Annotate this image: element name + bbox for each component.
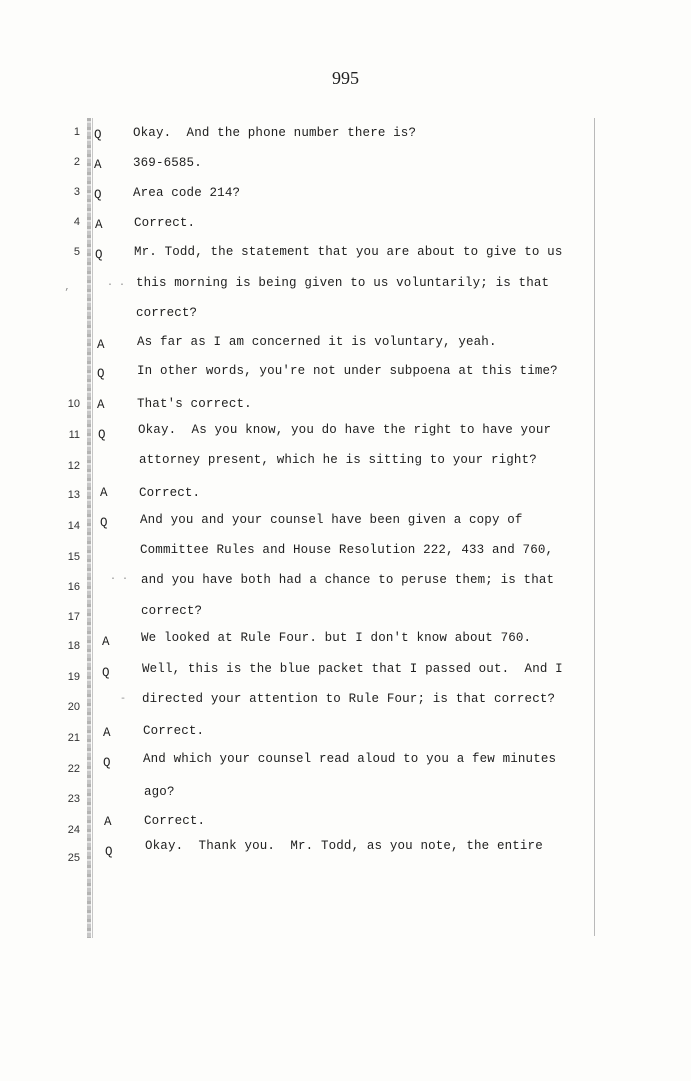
transcript-line <box>0 364 691 386</box>
speaker-label: Q <box>103 756 111 770</box>
transcript-line <box>0 423 691 445</box>
line-text: directed your attention to Rule Four; is that correct? <box>142 692 556 706</box>
transcript-line <box>0 156 691 178</box>
speaker-label: A <box>103 726 111 740</box>
line-text: attorney present, which he is sitting to your right? <box>139 453 537 467</box>
line-number: 17 <box>67 611 80 623</box>
transcript-line <box>0 724 691 746</box>
speaker-label: Q <box>94 188 102 202</box>
line-number: 24 <box>67 824 80 836</box>
transcript-line <box>0 814 691 836</box>
line-text: this morning is being given to us voluntarily; is that <box>136 276 550 290</box>
transcript-line <box>0 486 691 508</box>
line-number: 23 <box>67 793 80 805</box>
speaker-label: A <box>94 158 102 172</box>
speaker-label: A <box>97 398 105 412</box>
line-text: As far as I am concerned it is voluntary, yeah. <box>137 335 497 349</box>
transcript-line <box>0 275 691 297</box>
transcript-line <box>0 785 691 807</box>
transcript-line <box>0 306 691 328</box>
transcript-line <box>0 453 691 475</box>
scan-mark: · · <box>110 574 129 585</box>
line-number: 14 <box>67 520 80 532</box>
speaker-label: A <box>97 338 105 352</box>
line-text: That's correct. <box>137 397 252 411</box>
speaker-label: A <box>95 218 103 232</box>
line-number: 21 <box>67 732 80 744</box>
line-text: Correct. <box>144 814 206 828</box>
speaker-label: A <box>100 486 108 500</box>
speaker-label: A <box>102 635 110 649</box>
line-text: Correct. <box>134 216 196 230</box>
line-text: In other words, you're not under subpoena at this time? <box>137 364 558 378</box>
transcript-line <box>0 692 691 714</box>
line-text: Okay. Thank you. Mr. Todd, as you note, the entire <box>145 839 543 853</box>
scan-mark: ‚ <box>64 282 71 293</box>
line-number: 1 <box>73 126 80 138</box>
line-text: Committee Rules and House Resolution 222, 433 and 760, <box>140 543 554 557</box>
line-number: 16 <box>67 581 80 593</box>
line-text: ago? <box>144 785 175 799</box>
page-number: 995 <box>332 68 359 88</box>
line-text: and you have both had a chance to peruse them; is that <box>141 573 555 587</box>
transcript-line <box>0 397 691 419</box>
transcript-line <box>0 216 691 238</box>
transcript-line <box>0 631 691 653</box>
transcript-line <box>0 335 691 357</box>
transcript-line <box>0 604 691 626</box>
transcript-line <box>0 543 691 565</box>
line-number: 5 <box>73 246 80 258</box>
line-number: 18 <box>67 640 80 652</box>
transcript-line <box>0 839 691 864</box>
speaker-label: Q <box>100 516 108 530</box>
speaker-label: Q <box>97 367 105 381</box>
scan-mark: - <box>120 694 127 705</box>
line-number: 15 <box>67 551 80 563</box>
scan-mark: . . <box>107 278 126 289</box>
line-text: We looked at Rule Four. but I don't know about 760. <box>141 631 532 645</box>
line-text: And you and your counsel have been given a copy of <box>140 513 523 527</box>
line-number: 25 <box>67 852 80 864</box>
speaker-label: Q <box>98 428 106 442</box>
line-number: 10 <box>67 398 80 410</box>
line-text: Okay. And the phone number there is? <box>133 126 417 140</box>
transcript-line <box>0 245 691 267</box>
line-number: 13 <box>67 489 80 501</box>
line-text: Area code 214? <box>133 186 241 200</box>
transcript-line <box>0 662 691 684</box>
line-number: 3 <box>73 186 80 198</box>
line-text: Well, this is the blue packet that I passed out. And I <box>142 662 563 676</box>
line-text: Correct. <box>143 724 205 738</box>
transcript-line <box>0 752 691 774</box>
speaker-label: Q <box>94 128 102 142</box>
line-number: 2 <box>73 156 80 168</box>
line-text: Correct. <box>139 486 201 500</box>
speaker-label: A <box>104 815 112 829</box>
transcript-line <box>0 126 691 148</box>
transcript-line <box>0 573 691 595</box>
line-number: 11 <box>68 429 80 441</box>
line-text: Okay. As you know, you do have the right to have your <box>138 423 552 437</box>
line-number: 20 <box>67 701 80 713</box>
speaker-label: Q <box>95 248 103 262</box>
transcript-line <box>0 186 691 208</box>
line-text: correct? <box>141 604 203 618</box>
line-number: 19 <box>67 671 80 683</box>
line-number: 4 <box>73 216 80 228</box>
speaker-label: Q <box>102 666 110 680</box>
line-number: 12 <box>67 460 80 472</box>
line-text: Mr. Todd, the statement that you are about to give to us <box>134 245 563 259</box>
speaker-label: Q <box>105 845 113 859</box>
line-text: And which your counsel read aloud to you a few minutes <box>143 752 557 766</box>
line-text: 369-6585. <box>133 156 202 170</box>
line-number: 22 <box>67 763 80 775</box>
transcript-line <box>0 513 691 535</box>
line-text: correct? <box>136 306 198 320</box>
